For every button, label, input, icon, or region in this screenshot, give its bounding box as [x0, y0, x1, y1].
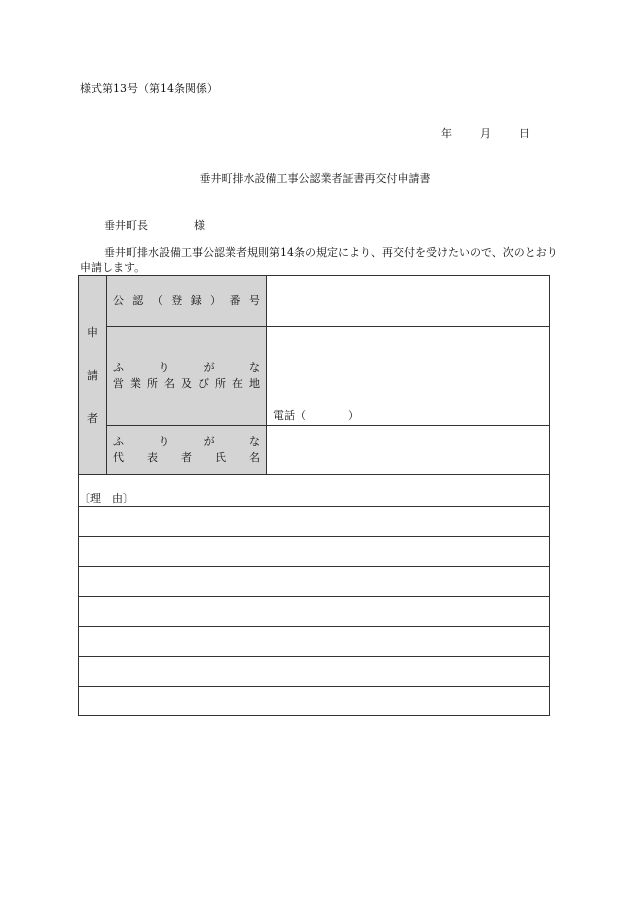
- label-char: （: [151, 294, 163, 307]
- date-day: 日: [519, 127, 530, 140]
- label-char: 氏: [215, 451, 226, 464]
- label-char: 者: [181, 451, 192, 464]
- applicant-label: [79, 276, 107, 475]
- form-number: 様式第13号（第14条関係）: [80, 82, 218, 95]
- label-char: な: [248, 361, 260, 374]
- date-month: 月: [480, 127, 491, 140]
- reason-header-row: [79, 475, 550, 507]
- label-char: 地: [249, 377, 260, 390]
- business-address-label: [107, 327, 267, 426]
- addressee-name: 垂井町長: [104, 219, 148, 232]
- label-char: 番: [229, 294, 241, 307]
- label-char: 名: [164, 377, 175, 390]
- label-char: 及: [181, 377, 192, 390]
- label-char: 業: [130, 377, 141, 390]
- label-char: り: [158, 435, 170, 448]
- label-char: 所: [215, 377, 226, 390]
- label-char: 営: [113, 377, 124, 390]
- reason-label: 〔理 由〕: [79, 492, 134, 505]
- date-year: 年: [441, 127, 452, 140]
- reason-line[interactable]: [79, 627, 550, 657]
- label-char: 認: [132, 294, 144, 307]
- label-char: 表: [147, 451, 158, 464]
- reason-line[interactable]: [79, 567, 550, 597]
- application-form-table: [78, 275, 550, 716]
- addressee-honorific: 様: [194, 219, 205, 232]
- reason-line[interactable]: [79, 597, 550, 627]
- intro-text: 垂井町排水設備工事公認業者規則第14条の規定により、再交付を受けたいので、次のとおり申請します。: [80, 246, 558, 274]
- reason-line[interactable]: [79, 507, 550, 537]
- addressee: [104, 217, 205, 233]
- label-char: 録: [190, 294, 202, 307]
- label-char: 所: [147, 377, 158, 390]
- applicant-char: 請: [87, 369, 98, 382]
- phone-close: ）: [348, 409, 359, 422]
- label-char: が: [203, 361, 215, 374]
- label-char: ）: [210, 294, 222, 307]
- representative-label: [107, 426, 267, 475]
- label-char: な: [248, 435, 260, 448]
- phone-open: 電話（: [273, 409, 306, 422]
- registration-number-label: [107, 276, 267, 327]
- label-char: 登: [171, 294, 183, 307]
- applicant-char: 申: [87, 326, 98, 339]
- label-char: ふ: [113, 361, 124, 374]
- document-title: 垂井町排水設備工事公認業者証書再交付申請書: [199, 172, 431, 185]
- label-char: 号: [248, 294, 260, 307]
- label-char: 名: [249, 451, 260, 464]
- phone-label: [273, 407, 359, 423]
- label-char: び: [198, 377, 209, 390]
- representative-field[interactable]: [267, 426, 550, 475]
- registration-number-field[interactable]: [267, 276, 550, 327]
- business-address-field[interactable]: [267, 327, 550, 426]
- label-char: 代: [113, 451, 124, 464]
- label-char: 公: [113, 294, 124, 307]
- label-char: が: [203, 435, 215, 448]
- label-char: り: [158, 361, 170, 374]
- reason-line[interactable]: [79, 687, 550, 716]
- label-char: ふ: [113, 435, 124, 448]
- label-char: 在: [232, 377, 243, 390]
- applicant-char: 者: [87, 412, 98, 425]
- reason-line[interactable]: [79, 537, 550, 567]
- date-line: [441, 125, 530, 141]
- reason-line[interactable]: [79, 657, 550, 687]
